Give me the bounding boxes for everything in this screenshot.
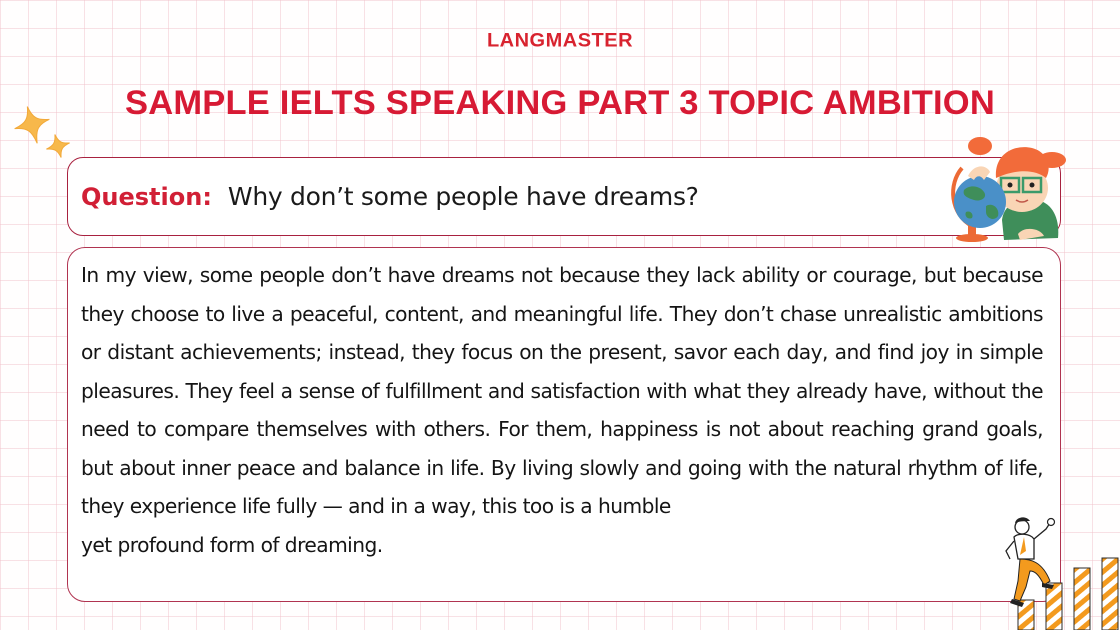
girl-with-globe-illustration bbox=[940, 128, 1070, 246]
question-box bbox=[67, 157, 1061, 236]
answer-box bbox=[67, 247, 1061, 602]
man-climbing-steps-illustration bbox=[980, 515, 1120, 630]
page-title: SAMPLE IELTS SPEAKING PART 3 TOPIC AMBITION bbox=[125, 84, 995, 122]
question-label: Question: bbox=[81, 182, 212, 211]
answer-last-line: yet profound form of dreaming. bbox=[81, 532, 383, 557]
question-text: Why don’t some people have dreams? bbox=[227, 182, 699, 211]
answer-body: In my view, some people don’t have dreams not because they lack ability or courage, but because they choose to live a peaceful, content, and meaningful life. They don’t chase unrealistic ambitions or distant achievements; instead, they focus on the present, savor each day, and find joy in simple pleasures. They feel a sense of fulfillment and satisfaction with what they already have, without the need to compare themselves with others. For them, happiness is not about reaching grand goals, but about inner peace and balance in life. By living slowly and going with the natural rhythm of life, they experience life fully — and in a way, this too is a humble bbox=[81, 263, 1043, 518]
sparkle-icon bbox=[10, 104, 76, 170]
answer-text bbox=[81, 256, 1043, 564]
brand-logo: LANGMASTER bbox=[486, 30, 634, 52]
